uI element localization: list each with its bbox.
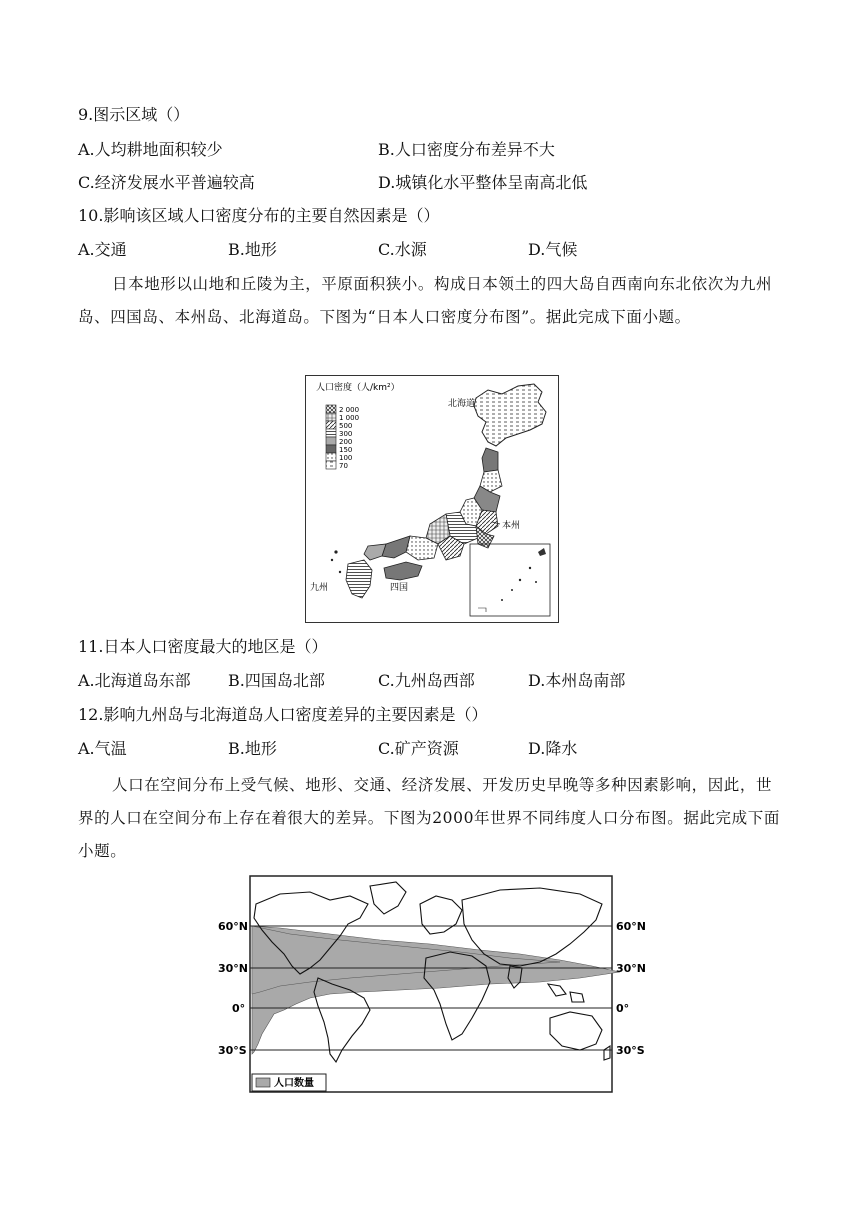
q10-option-b[interactable]: B.地形 — [228, 240, 277, 259]
q10-option-a[interactable]: A.交通 — [78, 240, 127, 259]
q10-option-c[interactable]: C.水源 — [378, 240, 427, 259]
label-hokkaido: 北海道 — [448, 399, 476, 409]
q11-option-b[interactable]: B.四国岛北部 — [228, 671, 325, 690]
lat-label-60n-right: 60°N — [616, 920, 647, 933]
label-honshu: 本州 — [502, 521, 521, 531]
q11-option-d[interactable]: D.本州岛南部 — [528, 671, 626, 690]
q9-option-c[interactable]: C.经济发展水平普遍较高 — [78, 173, 255, 192]
passage-japan-text: 日本地形以山地和丘陵为主，平原面积狭小。构成日本领土的四大岛自西南向东北依次为九州岛、四国岛、本州岛、北海道岛。下图为“日本人口密度分布图”。据此完成下面小题。 — [78, 275, 773, 326]
hokkaido-island — [474, 384, 546, 446]
legend-150: 150 — [339, 446, 353, 454]
passage-world — [78, 769, 782, 868]
legend-title: 人口密度（人/km²） — [316, 383, 400, 393]
legend-1000: 1 000 — [339, 414, 360, 422]
density-legend — [326, 405, 359, 470]
legend-2000: 2 000 — [339, 406, 360, 414]
legend-70: 70 — [339, 462, 348, 470]
q11-option-a[interactable]: A.北海道岛东部 — [78, 671, 191, 690]
q12-stem: 12.影响九州岛与北海道岛人口密度差异的主要因素是（） — [78, 705, 488, 724]
lat-label-0-left: 0° — [232, 1002, 246, 1015]
q9-option-d[interactable]: D.城镇化水平整体呈南高北低 — [378, 173, 588, 192]
lat-label-30s-right: 30°S — [616, 1044, 645, 1057]
q12-option-d[interactable]: D.降水 — [528, 739, 578, 758]
japan-population-density-map — [305, 375, 559, 623]
legend-300: 300 — [339, 430, 353, 438]
label-shikoku: 四国 — [390, 583, 409, 593]
world-population-latitude-map — [200, 874, 660, 1096]
q9-stem: 9.图示区域（） — [78, 105, 190, 124]
legend-500: 500 — [339, 422, 353, 430]
lat-label-30s-left: 30°S — [218, 1044, 247, 1057]
lat-label-30n-right: 30°N — [616, 962, 647, 975]
passage-world-text: 人口在空间分布上受气候、地形、交通、经济发展、开发历史早晚等多种因素影响，因此，世界的人口在空间分布上存在着很大的差异。下图为2000年世界不同纬度人口分布图。据此完成下面小题。 — [78, 776, 780, 860]
lat-label-30n-left: 30°N — [218, 962, 249, 975]
q10-option-d[interactable]: D.气候 — [528, 240, 578, 259]
q12-option-a[interactable]: A.气温 — [78, 739, 127, 758]
q11-option-c[interactable]: C.九州岛西部 — [378, 671, 475, 690]
shikoku-island — [384, 562, 422, 580]
passage-japan — [78, 268, 782, 334]
legend-population: 人口数量 — [274, 1078, 314, 1089]
q9-option-b[interactable]: B.人口密度分布差异不大 — [378, 140, 555, 159]
q9-option-a[interactable]: A.人均耕地面积较少 — [78, 140, 223, 159]
q11-stem: 11.日本人口密度最大的地区是（） — [78, 637, 328, 656]
honshu-island — [364, 448, 502, 560]
legend-100: 100 — [339, 454, 353, 462]
world-map-legend — [252, 1074, 326, 1091]
q12-option-b[interactable]: B.地形 — [228, 739, 277, 758]
q12-option-c[interactable]: C.矿产资源 — [378, 739, 459, 758]
lat-label-60n-left: 60°N — [218, 920, 249, 933]
q10-stem: 10.影响该区域人口密度分布的主要自然因素是（） — [78, 206, 440, 225]
lat-label-0-right: 0° — [616, 1002, 630, 1015]
kyushu-island — [346, 560, 372, 598]
inset-map-frame — [470, 544, 550, 616]
legend-200: 200 — [339, 438, 353, 446]
label-kyushu: 九州 — [310, 583, 329, 593]
